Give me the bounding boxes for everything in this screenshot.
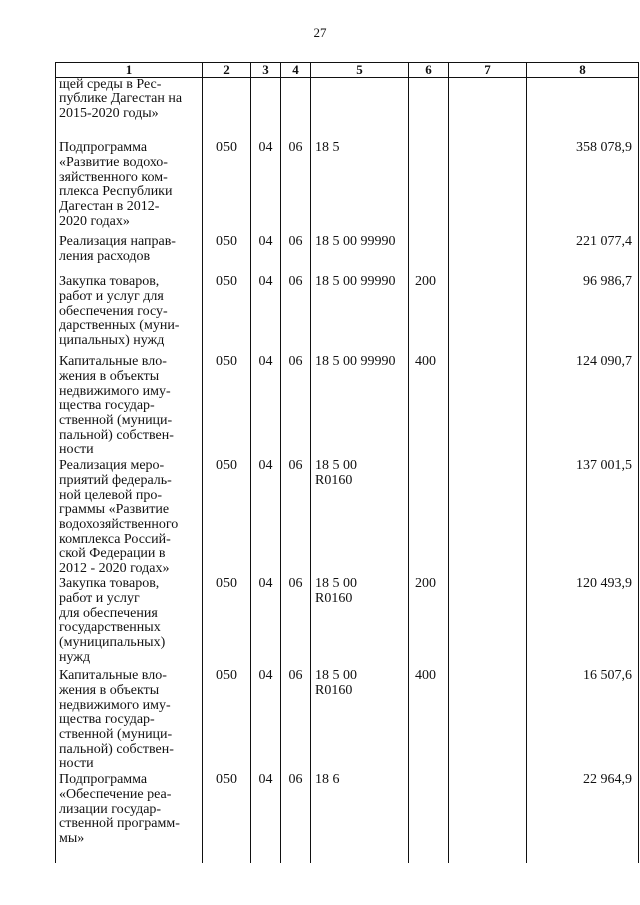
- row-target-code: 18 5 00 R0160: [311, 459, 409, 577]
- row-col-7: [449, 773, 527, 863]
- row-target-code: 18 5 00 R0160: [311, 669, 409, 773]
- header-col-4: 4: [281, 63, 311, 78]
- table-header-row: [56, 63, 639, 78]
- row-name: щей среды в Рес- публике Дагестан на 2015-2020 годы»: [56, 77, 203, 141]
- row-ministry-code: 050: [203, 275, 251, 355]
- row-target-code: 18 5 00 99990: [311, 355, 409, 459]
- header-col-5: 5: [311, 63, 409, 78]
- table-row: [56, 773, 639, 863]
- row-amount: 22 964,9: [527, 773, 639, 863]
- page-number: 27: [313, 25, 327, 40]
- row-expense-type: [409, 235, 449, 275]
- row-target-code: 18 5 00 99990: [311, 235, 409, 275]
- row-expense-type: 200: [409, 577, 449, 669]
- row-name: Подпрограмма «Обеспечение реа- лизации государ- ственной программ- мы»: [56, 773, 203, 863]
- row-subsection-code: 06: [281, 355, 311, 459]
- row-expense-type: [409, 459, 449, 577]
- row-col-7: [449, 355, 527, 459]
- row-subsection-code: 06: [281, 773, 311, 863]
- row-amount: 96 986,7: [527, 275, 639, 355]
- row-section-code: 04: [251, 669, 281, 773]
- row-name: Капитальные вло- жения в объекты недвижимого иму- щества государ- ственной (муници- пальной) собствен- ности: [56, 669, 203, 773]
- row-col-7: [449, 235, 527, 275]
- row-col-7: [449, 577, 527, 669]
- row-amount: 120 493,9: [527, 577, 639, 669]
- header-col-6: 6: [409, 63, 449, 78]
- table-row: [56, 459, 639, 577]
- budget-table: [55, 62, 639, 863]
- row-section-code: 04: [251, 141, 281, 235]
- row-amount: [527, 77, 639, 141]
- row-subsection-code: [281, 77, 311, 141]
- table-row: [56, 77, 639, 141]
- row-col-7: [449, 275, 527, 355]
- row-expense-type: 400: [409, 669, 449, 773]
- row-target-code: 18 5 00 99990: [311, 275, 409, 355]
- row-name: Подпрограмма «Развитие водохо- зяйственного ком- плекса Республики Дагестан в 2012- 2020 годах»: [56, 141, 203, 235]
- row-name: Реализация меро- приятий федераль- ной целевой про- граммы «Развитие водохозяйственного комплекса Россий- ской Федерации в 2012 - 2020 годах»: [56, 459, 203, 577]
- row-section-code: 04: [251, 773, 281, 863]
- row-expense-type: 200: [409, 275, 449, 355]
- row-target-code: 18 6: [311, 773, 409, 863]
- row-section-code: 04: [251, 235, 281, 275]
- row-name: Закупка товаров, работ и услуг для обеспечения госу- дарственных (муни- ципальных) нужд: [56, 275, 203, 355]
- row-section-code: 04: [251, 577, 281, 669]
- row-ministry-code: [203, 77, 251, 141]
- row-name: Реализация направ- ления расходов: [56, 235, 203, 275]
- row-target-code: [311, 77, 409, 141]
- row-ministry-code: 050: [203, 459, 251, 577]
- table-row: [56, 235, 639, 275]
- row-subsection-code: 06: [281, 141, 311, 235]
- row-expense-type: [409, 773, 449, 863]
- row-col-7: [449, 459, 527, 577]
- row-subsection-code: 06: [281, 577, 311, 669]
- row-col-7: [449, 77, 527, 141]
- row-section-code: 04: [251, 275, 281, 355]
- row-amount: 221 077,4: [527, 235, 639, 275]
- header-col-3: 3: [251, 63, 281, 78]
- table-row: [56, 275, 639, 355]
- table-row: [56, 141, 639, 235]
- row-subsection-code: 06: [281, 459, 311, 577]
- table-row: [56, 355, 639, 459]
- row-section-code: 04: [251, 459, 281, 577]
- row-amount: 137 001,5: [527, 459, 639, 577]
- row-name: Капитальные вло- жения в объекты недвижимого иму- щества государ- ственной (муници- пальной) собствен- ности: [56, 355, 203, 459]
- row-ministry-code: 050: [203, 355, 251, 459]
- row-col-7: [449, 669, 527, 773]
- row-expense-type: 400: [409, 355, 449, 459]
- row-subsection-code: 06: [281, 275, 311, 355]
- row-name: Закупка товаров, работ и услуг для обеспечения государственных (муниципальных) нужд: [56, 577, 203, 669]
- row-amount: 16 507,6: [527, 669, 639, 773]
- header-col-1: 1: [56, 63, 203, 78]
- row-ministry-code: 050: [203, 235, 251, 275]
- row-amount: 358 078,9: [527, 141, 639, 235]
- row-ministry-code: 050: [203, 577, 251, 669]
- row-target-code: 18 5 00 R0160: [311, 577, 409, 669]
- header-col-7: 7: [449, 63, 527, 78]
- row-ministry-code: 050: [203, 669, 251, 773]
- row-ministry-code: 050: [203, 141, 251, 235]
- row-expense-type: [409, 141, 449, 235]
- row-section-code: 04: [251, 355, 281, 459]
- row-expense-type: [409, 77, 449, 141]
- row-target-code: 18 5: [311, 141, 409, 235]
- row-col-7: [449, 141, 527, 235]
- row-subsection-code: 06: [281, 235, 311, 275]
- header-col-8: 8: [527, 63, 639, 78]
- row-amount: 124 090,7: [527, 355, 639, 459]
- row-ministry-code: 050: [203, 773, 251, 863]
- table-row: [56, 669, 639, 773]
- row-section-code: [251, 77, 281, 141]
- row-subsection-code: 06: [281, 669, 311, 773]
- header-col-2: 2: [203, 63, 251, 78]
- table-row: [56, 577, 639, 669]
